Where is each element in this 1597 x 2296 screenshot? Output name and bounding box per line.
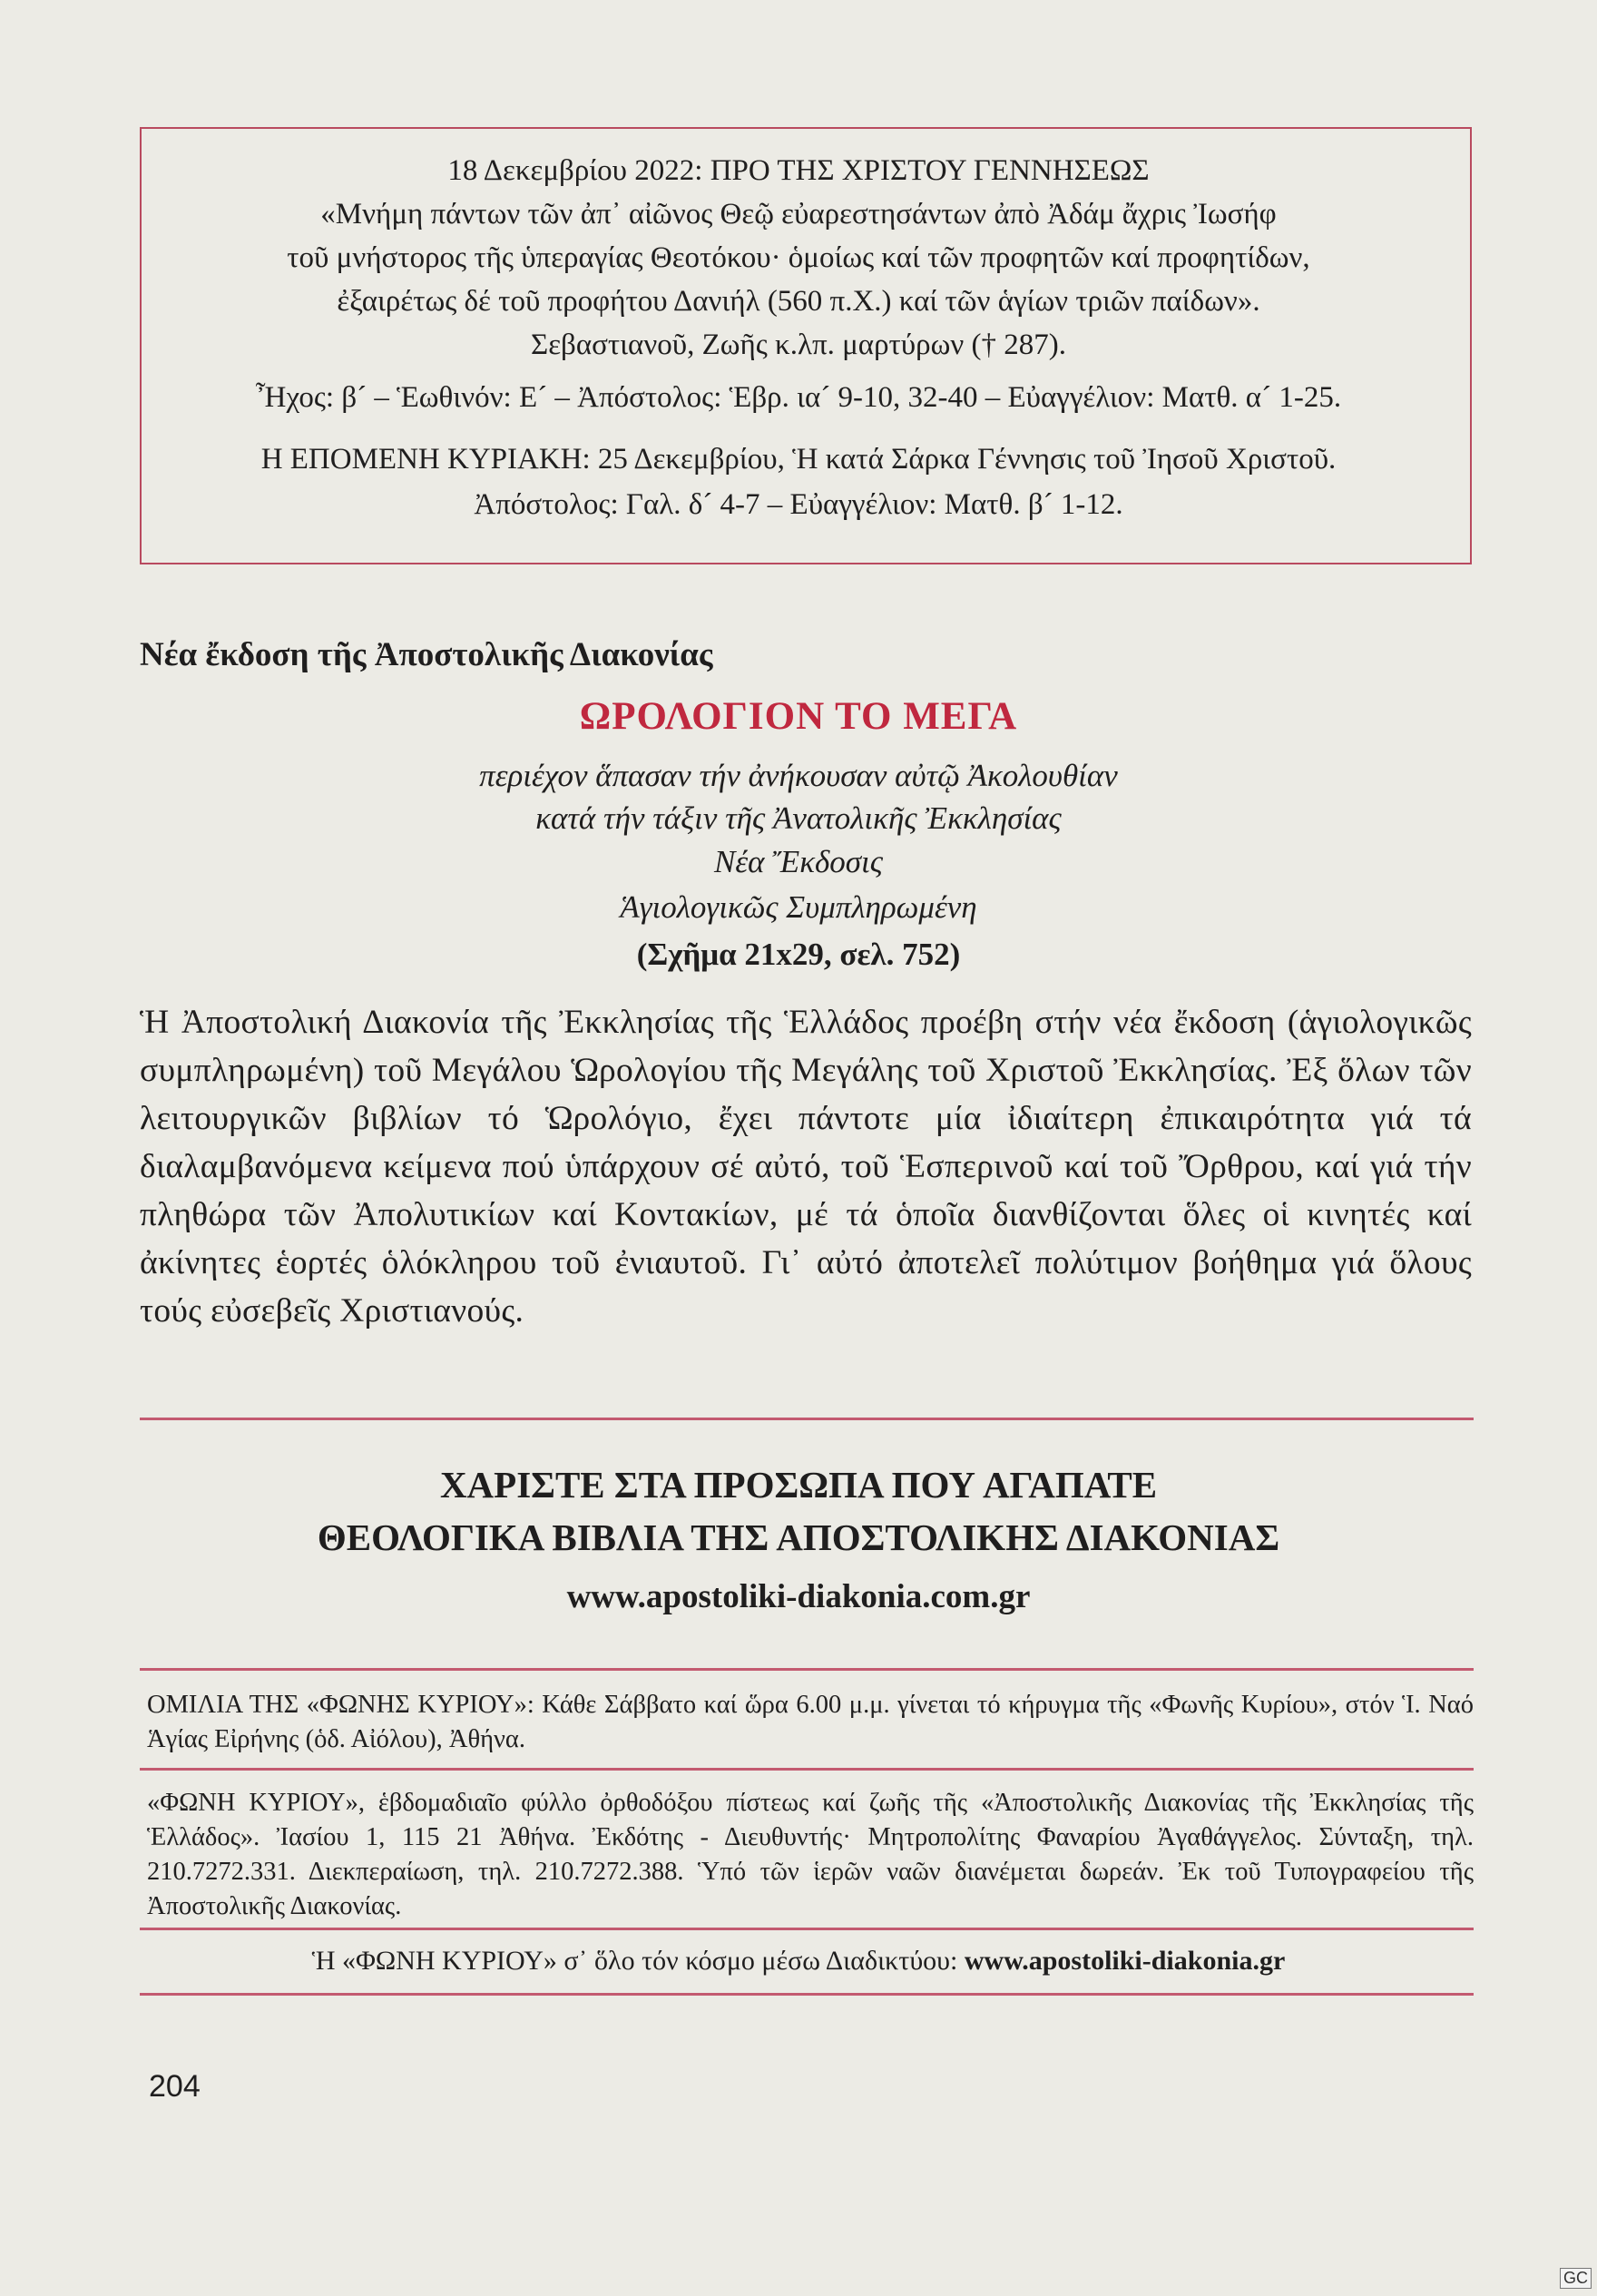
- online-text: Ἡ «ΦΩΝΗ ΚΥΡΙΟΥ» σ᾽ ὅλο τόν κόσμο μέσω Διαδικτύου:: [311, 1946, 965, 1976]
- book-subtitle-line: περιέχον ἅπασαν τήν ἀνήκουσαν αὐτῷ Ἀκολουθίαν: [479, 758, 1118, 793]
- divider: [140, 1768, 1474, 1771]
- divider: [140, 1993, 1474, 1996]
- promo-line: ΧΑΡΙΣΤΕ ΣΤΑ ΠΡΟΣΩΠΑ ΠΟΥ ΑΓΑΠΑΤΕ: [439, 1464, 1158, 1506]
- book-subtitle-line: κατά τήν τάξιν τῆς Ἀνατολικῆς Ἐκκλησίας: [535, 800, 1062, 836]
- calendar-memory-line: «Μνήμη πάντων τῶν ἀπ᾽ αἰῶνος Θεῷ εὐαρεστησάντων ἀπὸ Ἀδάμ ἄχρις Ἰωσήφ: [320, 198, 1277, 231]
- calendar-memory-line: ἐξαιρέτως δέ τοῦ προφήτου Δανιήλ (560 π.Χ.) καί τῶν ἁγίων τριῶν παίδων».: [337, 285, 1260, 318]
- sermon-notice: ΟΜΙΛΙΑ ΤΗΣ «ΦΩΝΗΣ ΚΥΡΙΟΥ»: Κάθε Σάββατο καί ὥρα 6.00 μ.μ. γίνεται τό κήρυγμα τῆς «Φωνῆς Κυρίου», στόν Ἱ. Ναό Ἁγίας Εἰρήνης (ὁδ. Αἰόλου), Ἀθήνα.: [147, 1691, 1474, 1753]
- book-subtitle-line: Ἁγιολογικῶς Συμπληρωμένη: [620, 889, 977, 925]
- calendar-date-line: 18 Δεκεμβρίου 2022: ΠΡΟ ΤΗΣ ΧΡΙΣΤΟΥ ΓΕΝΝΗΣΕΩΣ: [447, 154, 1150, 187]
- book-title: ΩΡΟΛΟΓΙΟΝ ΤΟ ΜΕΓΑ: [579, 695, 1018, 738]
- calendar-readings: Ἦχος: β´ – Ἑωθινόν: Ε´ – Ἀπόστολος: Ἑβρ. ια´ 9-10, 32-40 – Εὐαγγέλιον: Ματθ. α´ 1-25.: [255, 381, 1342, 414]
- publisher-info: «ΦΩΝΗ ΚΥΡΙΟΥ», ἑβδομαδιαῖο φύλλο ὀρθοδόξου πίστεως καί ζωῆς τῆς «Ἀποστολικῆς Διακονίας τῆς Ἐκκλησίας τῆς Ἑλλάδος». Ἰασίου 1, 115 21 Ἀθήνα. Ἐκδότης - Διευθυντής· Μητροπολίτης Φαναρίου Ἀγαθάγγελος. Σύνταξη, τηλ. 210.7272.331. Διεκπεραίωση, τηλ. 210.7272.388. Ὑπό τῶν ἱερῶν ναῶν διανέμεται δωρεάν. Ἐκ τοῦ Τυπογραφείου τῆς Ἀποστολικῆς Διακονίας.: [147, 1789, 1474, 1920]
- divider: [140, 1668, 1474, 1671]
- promo-website-link[interactable]: www.apostoliki-diakonia.com.gr: [566, 1578, 1031, 1615]
- calendar-memory-line: Σεβαστιανοῦ, Ζωῆς κ.λπ. μαρτύρων († 287).: [530, 329, 1066, 361]
- book-spec: (Σχῆμα 21x29, σελ. 752): [636, 937, 961, 972]
- page-number: 204: [149, 2069, 201, 2104]
- book-description: Ἡ Ἀποστολική Διακονία τῆς Ἐκκλησίας τῆς Ἑλλάδος προέβη στήν νέα ἔκδοση (ἁγιολογικῶς συμπληρωμένη) τοῦ Μεγάλου Ὡρολογίου τῆς Μεγάλης τοῦ Χριστοῦ Ἐκκλησίας. Ἐξ ὅλων τῶν λειτουργικῶν βιβλίων τό Ὡρολόγιο, ἔχει πάντοτε μία ἰδιαίτερη ἐπικαιρότητα γιά τά διαλαμβανόμενα κείμενα πού ὑπάρχουν σέ αὐτό, τοῦ Ἑσπερινοῦ καί τοῦ Ὄρθρου, καί γιά τήν πληθώρα τῶν Ἀπολυτικίων καί Κοντακίων, μέ τά ὁποῖα διανθίζονται ὅλες οἱ κινητές καί ἀκίνητες ἑορτές ὁλόκληρου τοῦ ἐνιαυτοῦ. Γι᾽ αὐτό ἀποτελεῖ πολύτιμον βοήθημα γιά ὅλους τούς εὐσεβεῖς Χριστιανούς.: [140, 1004, 1472, 1330]
- calendar-next-sunday: Η ΕΠΟΜΕΝΗ ΚΥΡΙΑΚΗ: 25 Δεκεμβρίου, Ἡ κατά Σάρκα Γέννησις τοῦ Ἰησοῦ Χριστοῦ.: [260, 443, 1337, 476]
- online-notice: [0, 1946, 1597, 1977]
- online-link[interactable]: www.apostoliki-diakonia.gr: [964, 1946, 1286, 1976]
- section-heading: Νέα ἔκδοση τῆς Ἀποστολικῆς Διακονίας: [140, 636, 713, 673]
- divider: [140, 1418, 1474, 1420]
- calendar-memory-line: τοῦ μνήστορος τῆς ὑπεραγίας Θεοτόκου· ὁμοίως καί τῶν προφητῶν καί προφητίδων,: [287, 241, 1310, 274]
- calendar-next-readings: Ἀπόστολος: Γαλ. δ´ 4-7 – Εὐαγγέλιον: Ματθ. β´ 1-12.: [474, 488, 1123, 521]
- promo-line: ΘΕΟΛΟΓΙΚΑ ΒΙΒΛΙΑ ΤΗΣ ΑΠΟΣΤΟΛΙΚΗΣ ΔΙΑΚΟΝΙΑΣ: [317, 1516, 1280, 1558]
- book-subtitle-line: Νέα Ἔκδοσις: [714, 844, 883, 879]
- divider: [140, 1928, 1474, 1930]
- corner-mark: GC: [1560, 2268, 1592, 2289]
